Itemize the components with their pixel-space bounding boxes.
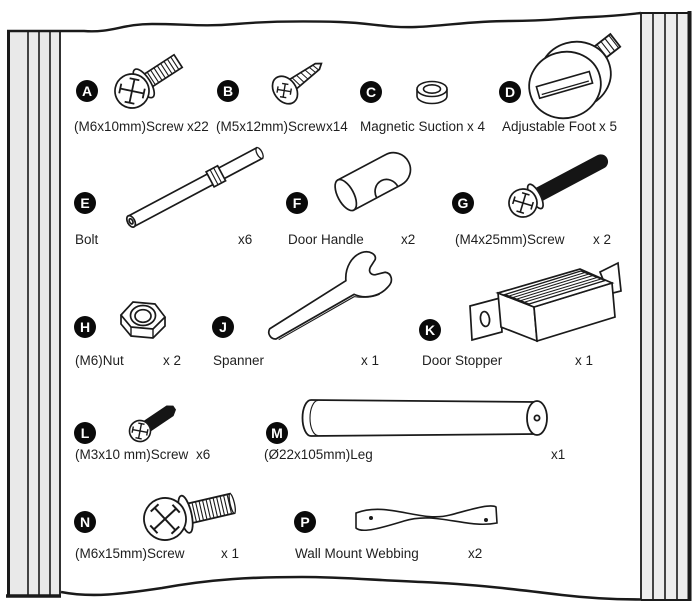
long-bolt-icon: [124, 144, 266, 230]
part-name-h: (M6)Nut: [75, 353, 124, 368]
part-qty-f: x2: [401, 232, 416, 247]
part-badge-a: A: [76, 80, 98, 102]
part-qty-m: x1: [551, 447, 566, 462]
part-badge-f: F: [286, 192, 308, 214]
part-badge-p: P: [294, 511, 316, 533]
part-name-b: (M5x12mm)Screw: [216, 119, 326, 134]
adjustable-foot-icon: [521, 33, 620, 126]
part-badge-h: H: [74, 316, 96, 338]
part-qty-h: x 2: [163, 353, 182, 368]
part-name-f: Door Handle: [288, 232, 364, 247]
part-badge-k: K: [419, 319, 441, 341]
part-qty-a: x22: [187, 119, 209, 134]
part-qty-e: x6: [238, 232, 253, 247]
black-long-screw-icon: [504, 146, 613, 222]
open-end-wrench-icon: [257, 246, 396, 354]
part-qty-b: x14: [326, 119, 348, 134]
part-name-k: Door Stopper: [422, 353, 503, 368]
part-qty-c: x 4: [467, 119, 486, 134]
tapping-screw-icon: [267, 51, 330, 108]
part-badge-n: N: [74, 511, 96, 533]
part-badge-j: J: [212, 316, 234, 338]
part-qty-j: x 1: [361, 353, 380, 368]
page-left-edge: [6, 30, 61, 596]
part-qty-p: x2: [468, 546, 483, 561]
part-qty-d: x 5: [599, 119, 618, 134]
part-badge-m: M: [266, 422, 288, 444]
part-badge-b: B: [217, 80, 239, 102]
part-name-l: (M3x10 mm)Screw: [75, 447, 189, 462]
page-top-edge: [7, 13, 641, 31]
part-name-e: Bolt: [75, 232, 99, 247]
part-qty-g: x 2: [593, 232, 612, 247]
part-name-m: (Ø22x105mm)Leg: [264, 447, 373, 462]
part-name-n: (M6x15mm)Screw: [75, 546, 185, 561]
part-badge-l: L: [74, 422, 96, 444]
small-black-screw-icon: [125, 399, 179, 445]
part-name-d: Adjustable Foot: [502, 119, 596, 134]
hex-nut-icon: [121, 302, 165, 338]
magnet-ring-icon: [417, 82, 447, 104]
part-badge-d: D: [499, 81, 521, 103]
part-badge-g: G: [452, 192, 474, 214]
page-bottom-edge: [61, 577, 641, 600]
part-qty-k: x 1: [575, 353, 594, 368]
door-stopper-icon: [470, 263, 621, 341]
large-head-screw-icon: [140, 483, 239, 545]
cylinder-leg-icon: [303, 400, 548, 436]
part-name-j: Spanner: [213, 353, 265, 368]
part-qty-n: x 1: [221, 546, 240, 561]
door-handle-icon: [331, 147, 417, 214]
pan-head-screw-icon: [108, 47, 187, 115]
part-name-c: Magnetic Suction: [360, 119, 464, 134]
part-badge-e: E: [74, 192, 96, 214]
part-name-a: (M6x10mm)Screw: [74, 119, 184, 134]
part-name-p: Wall Mount Webbing: [295, 546, 419, 561]
webbing-strap-icon: [356, 506, 497, 530]
page-right-edge: [641, 11, 692, 601]
part-badge-c: C: [360, 81, 382, 103]
part-name-g: (M4x25mm)Screw: [455, 232, 565, 247]
part-qty-l: x6: [196, 447, 211, 462]
